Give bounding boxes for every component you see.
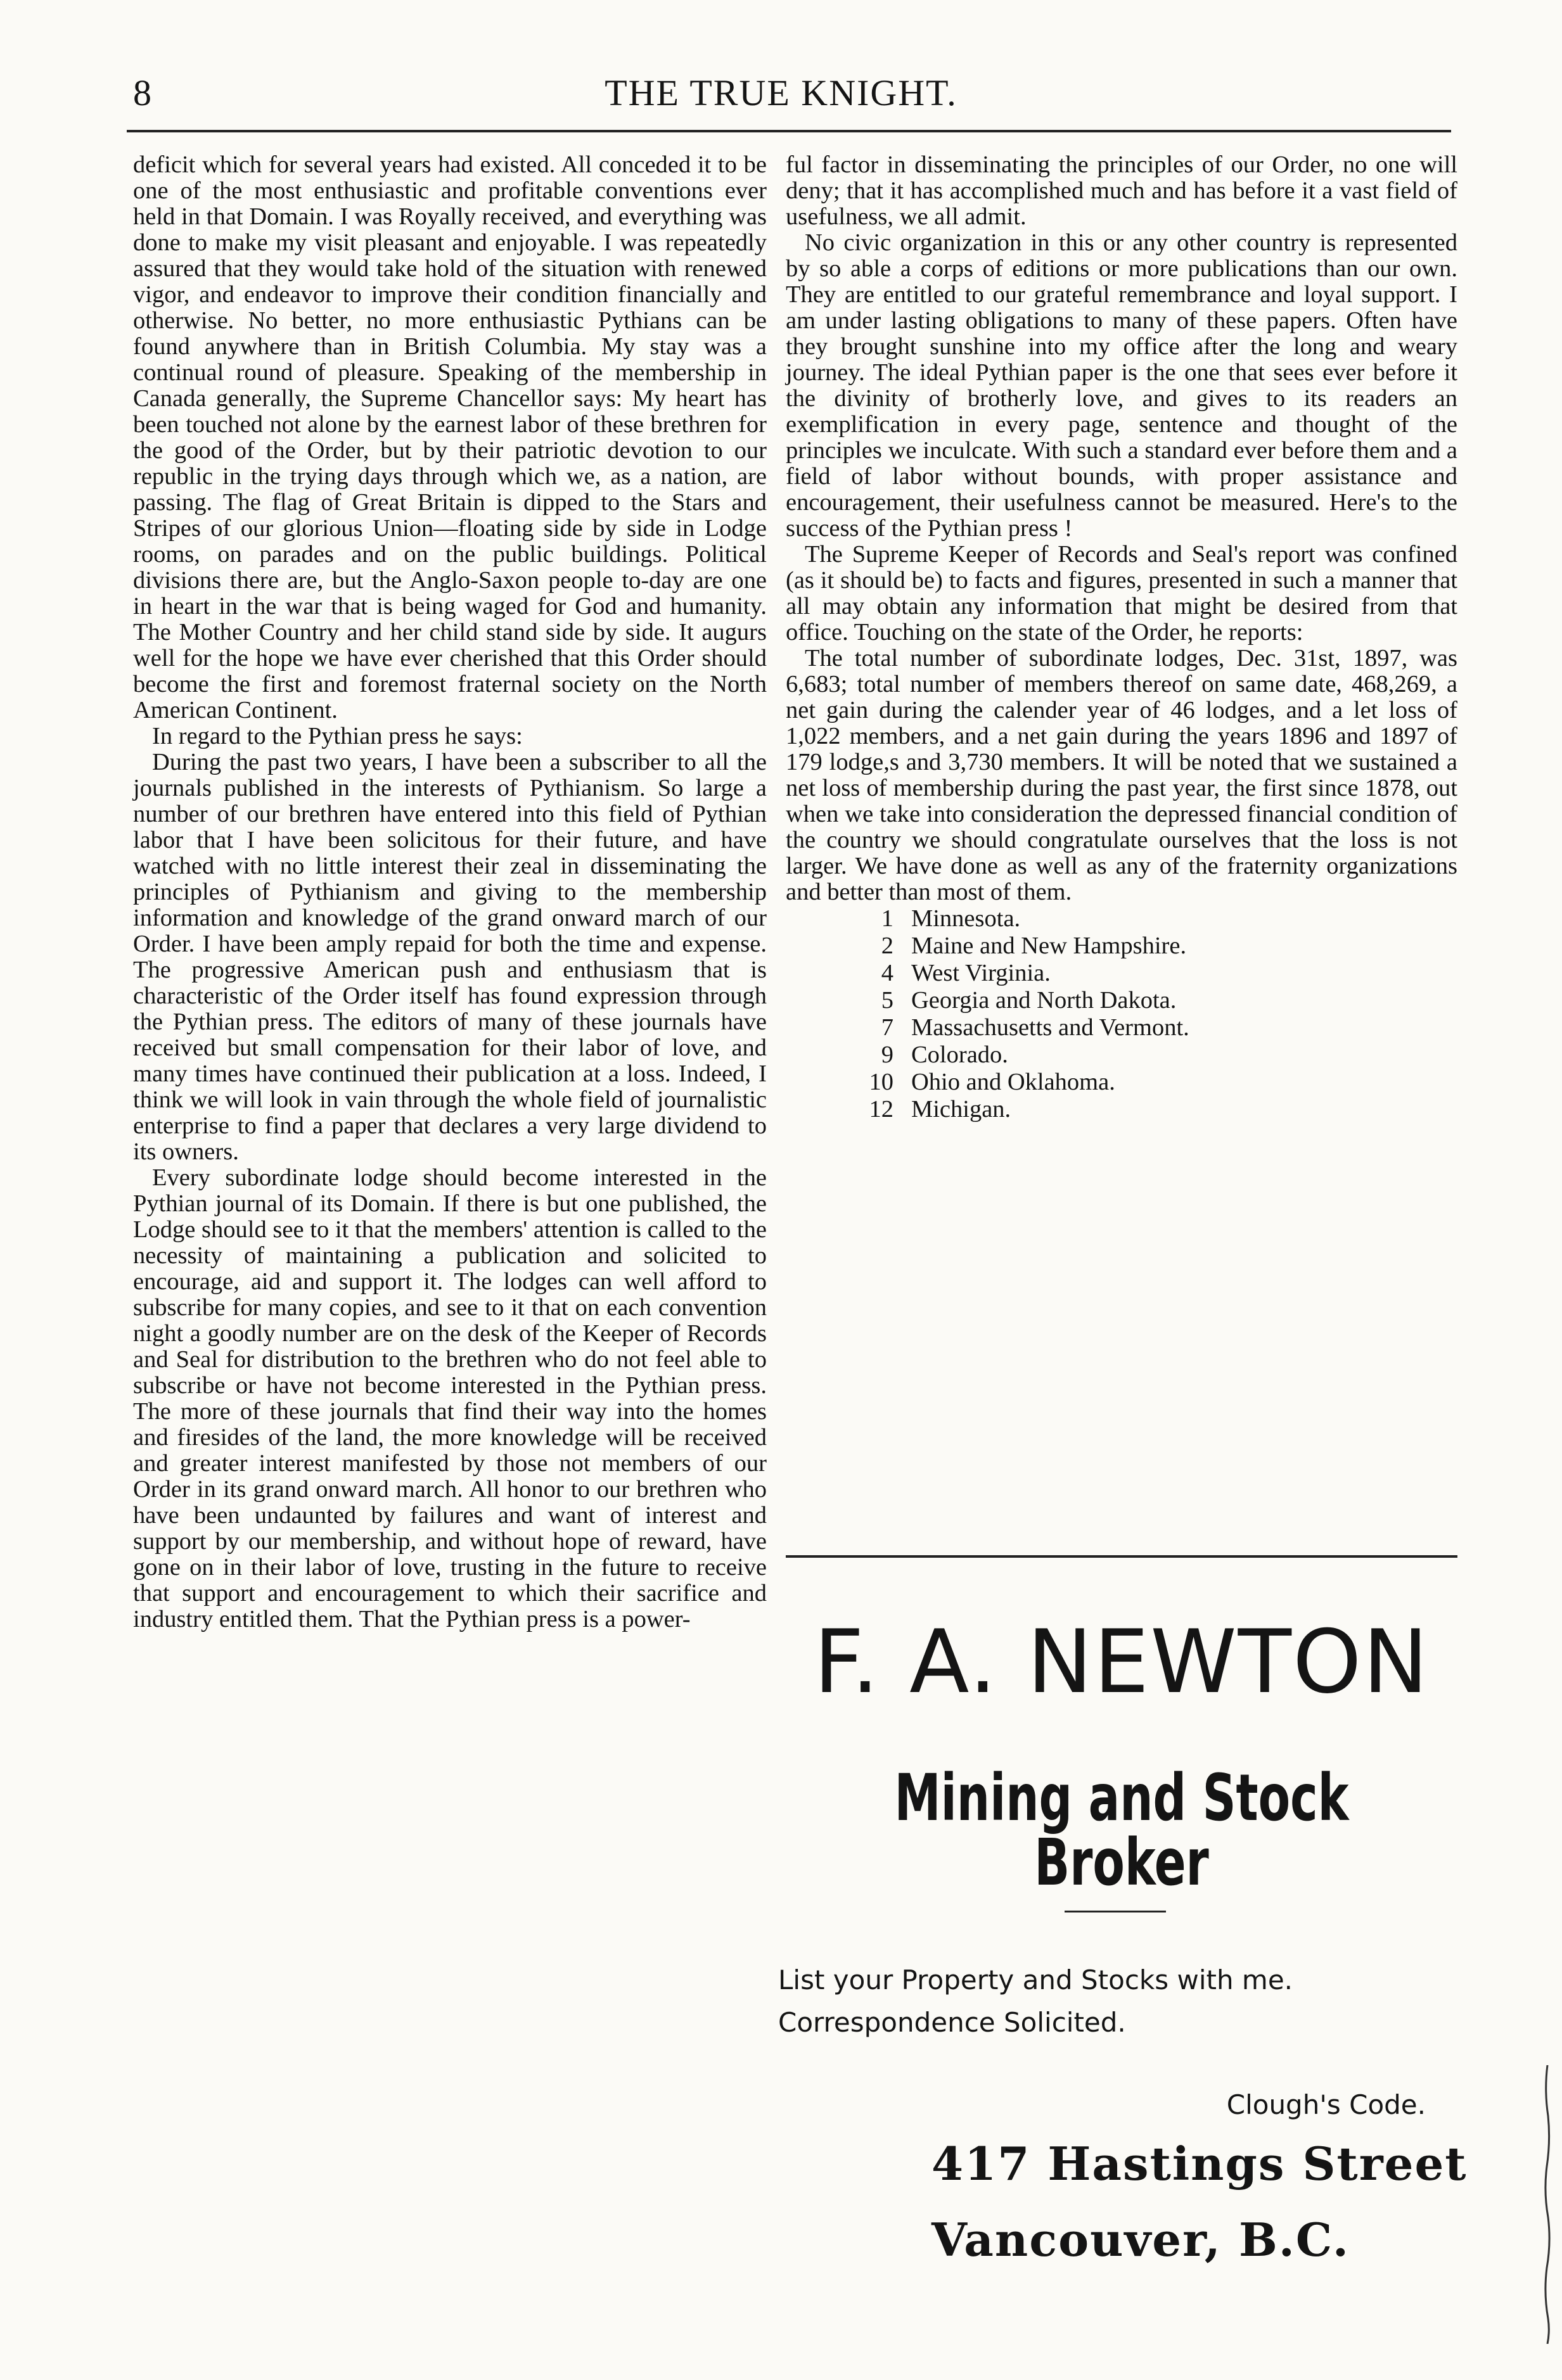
header-rule <box>127 130 1451 132</box>
list-item <box>849 987 1457 1014</box>
advertisement-business: Mining and Stock Broker <box>894 1760 1349 1900</box>
list-item-number: 12 <box>869 1096 893 1123</box>
list-item-label: Minnesota. <box>911 905 1021 932</box>
body-paragraph: deficit which for several years had existed. All conceded it to be one of the most enthusiastic and profitable conventions ever held in that Domain. I was Royally received, and everything was done to make my visit pleasant and enjoyable. I was repeatedly assured that they would take hold of the situation with renewed vigor, and endeavor to improve their condition financially and otherwise. No better, no more enthusiastic Pythians can be found anywhere than in British Columbia. My stay was a continual round of pleasure. Speaking of the membership in Canada generally, the Supreme Chancellor says: My heart has been touched not alone by the earnest labor of these brethren for the good of the Order, but by their patriotic devotion to our republic in the trying days through which we, as a nation, are passing. The flag of Great Britain is dipped to the Stars and Stripes of our glorious Union—floating side by side in Lodge rooms, on parades and on the public buildings. Political divisions there are, but the Anglo-Saxon people to-day are one in heart in the war that is being waged for God and humanity. The Mother Country and her child stand side by side. It augurs well for the hope we have ever cherished that this Order should become the first and foremost fraternal society on the North American Continent. <box>133 151 767 723</box>
advertisement-code: Clough's Code. <box>1226 2089 1426 2120</box>
list-item-number: 7 <box>881 1014 893 1041</box>
list-item-label: Michigan. <box>911 1096 1011 1123</box>
list-item-number: 9 <box>881 1041 893 1068</box>
quoted-paragraph: The total number of subordinate lodges, Dec. 31st, 1897, was 6,683; total number of members thereof on same date, 468,269, a net gain during the calender year of 46 lodges, and a let loss of 1,022 members, and a net gain during the years 1896 and 1897 of 179 lodge,s and 3,730 members. It will be noted that we sustained a net loss of membership during the past year, the first since 1878, out when we take into consideration the depressed financial condition of the country we should congratulate ourselves that the loss is not larger. We have done as well as any of the fraternity organizations and better than most of them. <box>786 645 1457 905</box>
page-edge-mark <box>1543 2065 1552 2344</box>
list-item <box>849 1041 1457 1069</box>
body-paragraph: The Supreme Keeper of Records and Seal's report was confined (as it should be) to facts and figures, presented in such a manner that all may obtain any information that might be desired from that office. Touching on the state of the Order, he reports: <box>786 541 1457 646</box>
advertisement-line: List your Property and Stocks with me. <box>778 1964 1293 1995</box>
list-item-label: West Virginia. <box>911 960 1051 986</box>
list-item <box>849 1014 1457 1041</box>
list-item <box>849 932 1457 960</box>
body-paragraph: ful factor in disseminating the principles of our Order, no one will deny; that it has accomplished much and has before it a vast field of usefulness, we all admit. <box>786 151 1457 230</box>
list-item-number: 1 <box>881 905 893 932</box>
list-item-label: Georgia and North Dakota. <box>911 987 1177 1014</box>
advertisement-address: 417 Hastings Street <box>931 2137 1468 2191</box>
list-item <box>849 1096 1457 1123</box>
body-paragraph: In regard to the Pythian press he says: <box>152 723 523 749</box>
list-item-label: Ohio and Oklahoma. <box>911 1069 1115 1095</box>
list-item-number: 10 <box>869 1069 893 1095</box>
list-item-label: Massachusetts and Vermont. <box>911 1014 1189 1041</box>
state-list <box>849 905 1457 1123</box>
left-column <box>133 152 767 1632</box>
advertisement-short-rule <box>1065 1911 1166 1912</box>
list-item-label: Colorado. <box>911 1041 1008 1068</box>
list-item <box>849 960 1457 987</box>
list-item-label: Maine and New Hampshire. <box>911 932 1187 959</box>
list-item <box>849 1069 1457 1096</box>
advertisement-city: Vancouver, B.C. <box>931 2213 1350 2267</box>
list-item <box>849 905 1457 932</box>
running-title: THE TRUE KNIGHT. <box>605 72 957 113</box>
advertisement-line: Correspondence Solicited. <box>778 2007 1126 2038</box>
list-item-number: 2 <box>881 932 893 959</box>
quoted-paragraph: During the past two years, I have been a subscriber to all the journals published in the interests of Pythianism. So large a number of our brethren have entered into this field of Pythian labor that I have been solicitous for their future, and have watched with no little interest their zeal in disseminating the principles of Pythianism and giving to the membership information and knowledge of the grand onward march of our Order. I have been amply repaid for both the time and expense. The progressive American push and enthusiasm that is characteristic of the Order itself has found expression through the Pythian press. The editors of many of these journals have received but small compensation for their labor of love, and many times have continued their publication at a loss. Indeed, I think we will look in vain through the whole field of journalistic enterprise to find a paper that declares a very large dividend to its owners. <box>133 749 767 1165</box>
right-column <box>786 152 1457 1123</box>
list-item-number: 5 <box>881 987 893 1014</box>
advertisement-top-rule <box>786 1555 1457 1558</box>
body-paragraph: No civic organization in this or any other country is represented by so able a corps of editions or more publications than our own. They are entitled to our grateful remembrance and loyal support. I am under lasting obligations to many of these papers. Often have they brought sunshine into my office after the long and weary journey. The ideal Pythian paper is the one that sees ever before it the divinity of brotherly love, and gives to its readers an exemplification in every page, sentence and thought of the principles we inculcate. With such a standard ever before them and a field of labor without bounds, with proper assistance and encouragement, their usefulness cannot be measured. Here's to the success of the Pythian press ! <box>786 229 1457 542</box>
advertisement-name: F. A. NEWTON <box>814 1611 1430 1713</box>
list-item-number: 4 <box>881 960 893 986</box>
page-number: 8 <box>133 72 151 113</box>
quoted-paragraph: Every subordinate lodge should become interested in the Pythian journal of its Domain. If there is but one published, the Lodge should see to it that the members' attention is called to the necessity of maintaining a publication and solicited to encourage, aid and support it. The lodges can well afford to subscribe for many copies, and see to it that on each convention night a goodly number are on the desk of the Keeper of Records and Seal for distribution to the brethren who do not feel able to subscribe or have not become interested in the Pythian press. The more of these journals that find their way into the homes and firesides of the land, the more knowledge will be received and greater interest manifested by those not members of our Order in its grand onward march. All honor to our brethren who have been undaunted by failures and want of interest and support by our membership, and without hope of reward, have gone on in their labor of love, trusting in the future to receive that support and encouragement to which their sacrifice and industry entitled them. That the Pythian press is a power- <box>133 1164 767 1632</box>
